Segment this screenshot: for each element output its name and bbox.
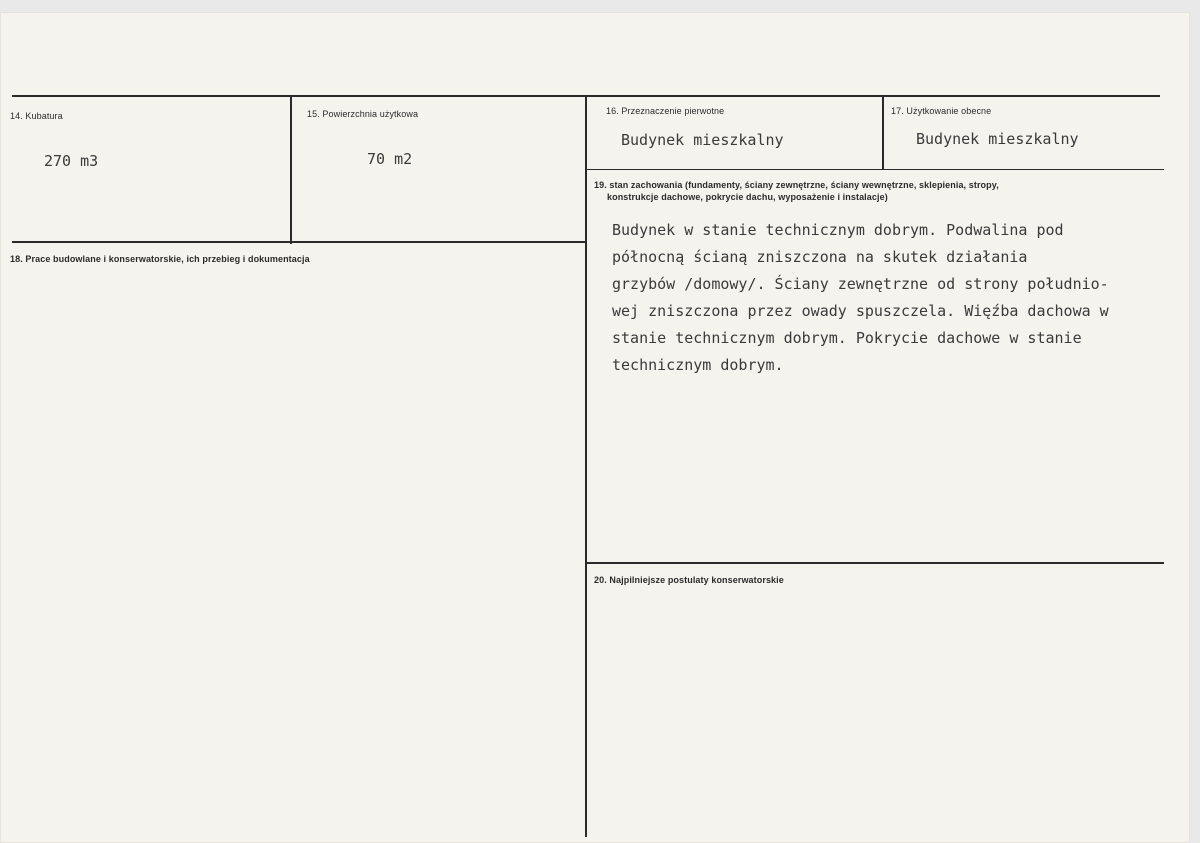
przeznaczenie-label: 16. Przeznaczenie pierwotne: [606, 106, 725, 116]
powierzchnia-label: 15. Powierzchnia użytkowa: [307, 109, 419, 119]
przeznaczenie-value: Budynek mieszkalny: [621, 131, 784, 149]
uzytkowanie-label: 17. Użytkowanie obecne: [891, 106, 992, 116]
stan-line: grzybów /domowy/. Ściany zewnętrzne od strony południo-: [612, 275, 1109, 293]
stan-line: północną ścianą zniszczona na skutek działania: [612, 248, 1028, 266]
powierzchnia-value: 70 m2: [367, 150, 413, 168]
uzytkowanie-value: Budynek mieszkalny: [916, 130, 1079, 148]
stan-line: stanie technicznym dobrym. Pokrycie dachowe w stanie: [612, 329, 1082, 347]
stan-description: [612, 217, 1172, 379]
prace-label-text: 18. Prace budowlane i konserwatorskie, ich przebieg i dokumentacja: [10, 254, 310, 264]
divider-16-17: [882, 97, 884, 170]
divider-14-15: [290, 97, 292, 244]
postulaty-label: 20. Najpilniejsze postulaty konserwatorskie: [594, 575, 784, 585]
rule-under-14-15: [12, 241, 587, 243]
prace-label: [10, 254, 310, 265]
stan-line: wej zniszczona przez owady spuszczela. Więźba dachowa w: [612, 302, 1109, 320]
stan-line: Budynek w stanie technicznym dobrym. Podwalina pod: [612, 221, 1064, 239]
stan-label-line2: konstrukcje dachowe, pokrycie dachu, wyposażenie i instalacje): [607, 192, 888, 202]
kubatura-label: 14. Kubatura: [10, 111, 63, 121]
divider-main: [585, 97, 587, 837]
rule-under-16-17: [587, 169, 1164, 170]
rule-above-20: [587, 562, 1164, 564]
stan-label-line1: 19. stan zachowania (fundamenty, ściany zewnętrzne, ściany wewnętrzne, sklepienia, stropy,: [594, 180, 999, 190]
stan-line: technicznym dobrym.: [612, 356, 784, 374]
kubatura-value: 270 m3: [44, 152, 99, 170]
inventory-card: [0, 12, 1190, 843]
